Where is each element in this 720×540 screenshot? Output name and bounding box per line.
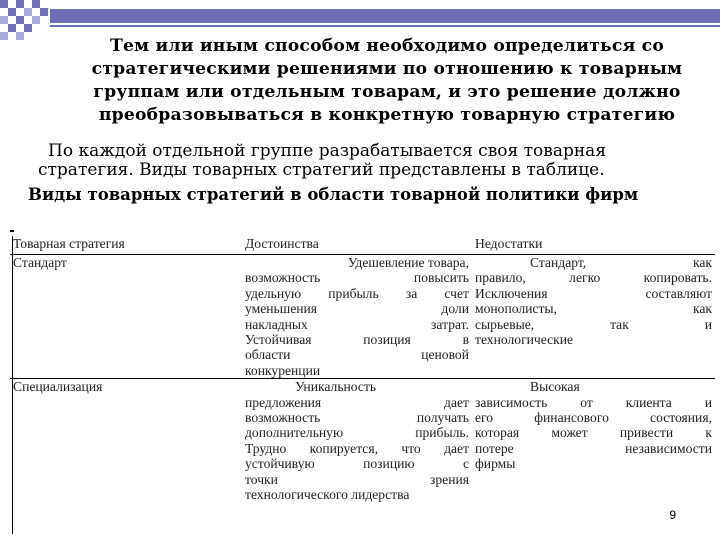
cell-line: предложения дает <box>245 394 469 410</box>
table-row <box>10 379 715 503</box>
header-rule <box>50 25 720 27</box>
strategy-name: Стандарт <box>10 255 242 379</box>
cell-line: уменьшения доли <box>245 301 469 317</box>
heading-line: Тем или иным способом необходимо определиться со <box>110 36 664 56</box>
cell-line: Уникальность <box>295 379 377 395</box>
intro-line: стратегия. Виды товарных стратегий представлены в таблице. <box>38 160 605 180</box>
cell-line: правило, легко копировать. <box>475 270 712 286</box>
strategy-table-container <box>10 230 715 540</box>
cell-line: сырьевые, так и <box>475 316 712 332</box>
cell-line: которая может привести к <box>475 425 712 441</box>
cell-line: зависимость от клиента и <box>475 394 712 410</box>
header-bar <box>50 9 720 23</box>
cell-line: Устойчивая позиция в <box>245 332 469 348</box>
column-header-strategy: Товарная стратегия <box>10 230 242 255</box>
cell-line: Исключения составляют <box>475 285 712 301</box>
cell-line: устойчивую позицию с <box>245 456 469 472</box>
cell-line: возможность повысить <box>245 270 469 286</box>
cell-line: дополнительную прибыль. <box>245 425 469 441</box>
cell-line: технологического лидерства <box>245 487 410 503</box>
heading-line: группам или отдельным товарам, и это решение должно <box>93 82 681 102</box>
table-header-row <box>10 230 715 255</box>
intro-paragraph <box>38 142 718 180</box>
cell-line: возможность получать <box>245 410 469 426</box>
slide-heading <box>62 35 712 127</box>
table-row <box>10 255 715 379</box>
cell-line: монополисты, как <box>475 301 712 317</box>
cell-line: Высокая <box>530 379 580 395</box>
cell-line: технологические <box>475 332 574 348</box>
cell-line: Удешевление товара, <box>347 255 469 270</box>
cell-line: накладных затрат. <box>245 316 469 332</box>
column-header-advantages: Достоинства <box>242 230 472 255</box>
advantages-cell <box>242 379 472 503</box>
strategy-name: Специализация <box>13 379 103 395</box>
cell-line: его финансового состояния, <box>475 410 712 426</box>
cell-line: потере независимости <box>475 440 712 456</box>
decorative-checker-pattern <box>0 0 60 48</box>
cell-line: конкуренции <box>245 362 321 378</box>
disadvantages-cell <box>472 255 715 379</box>
heading-line: стратегическими решениями по отношению к товарным <box>91 59 683 79</box>
cell-line: точки зрения <box>245 471 469 487</box>
table-title: Виды товарных стратегий в области товарной политики фирм <box>28 185 639 204</box>
advantages-cell <box>242 255 472 379</box>
strategy-table <box>10 230 715 503</box>
cell-line: Стандарт, как <box>530 255 712 270</box>
column-header-disadvantages: Недостатки <box>472 230 715 255</box>
disadvantages-cell <box>472 379 715 503</box>
cell-line: Трудно копируется, что дает <box>245 440 469 456</box>
cell-line: удельную прибыль за счет <box>245 285 469 301</box>
page-number: 9 <box>669 508 676 522</box>
intro-line: По каждой отдельной группе разрабатывается своя товарная <box>48 141 607 161</box>
cell-line: фирмы <box>475 456 516 472</box>
cell-line: области ценовой <box>245 347 469 363</box>
heading-line: преобразовываться в конкретную товарную стратегию <box>98 105 676 125</box>
